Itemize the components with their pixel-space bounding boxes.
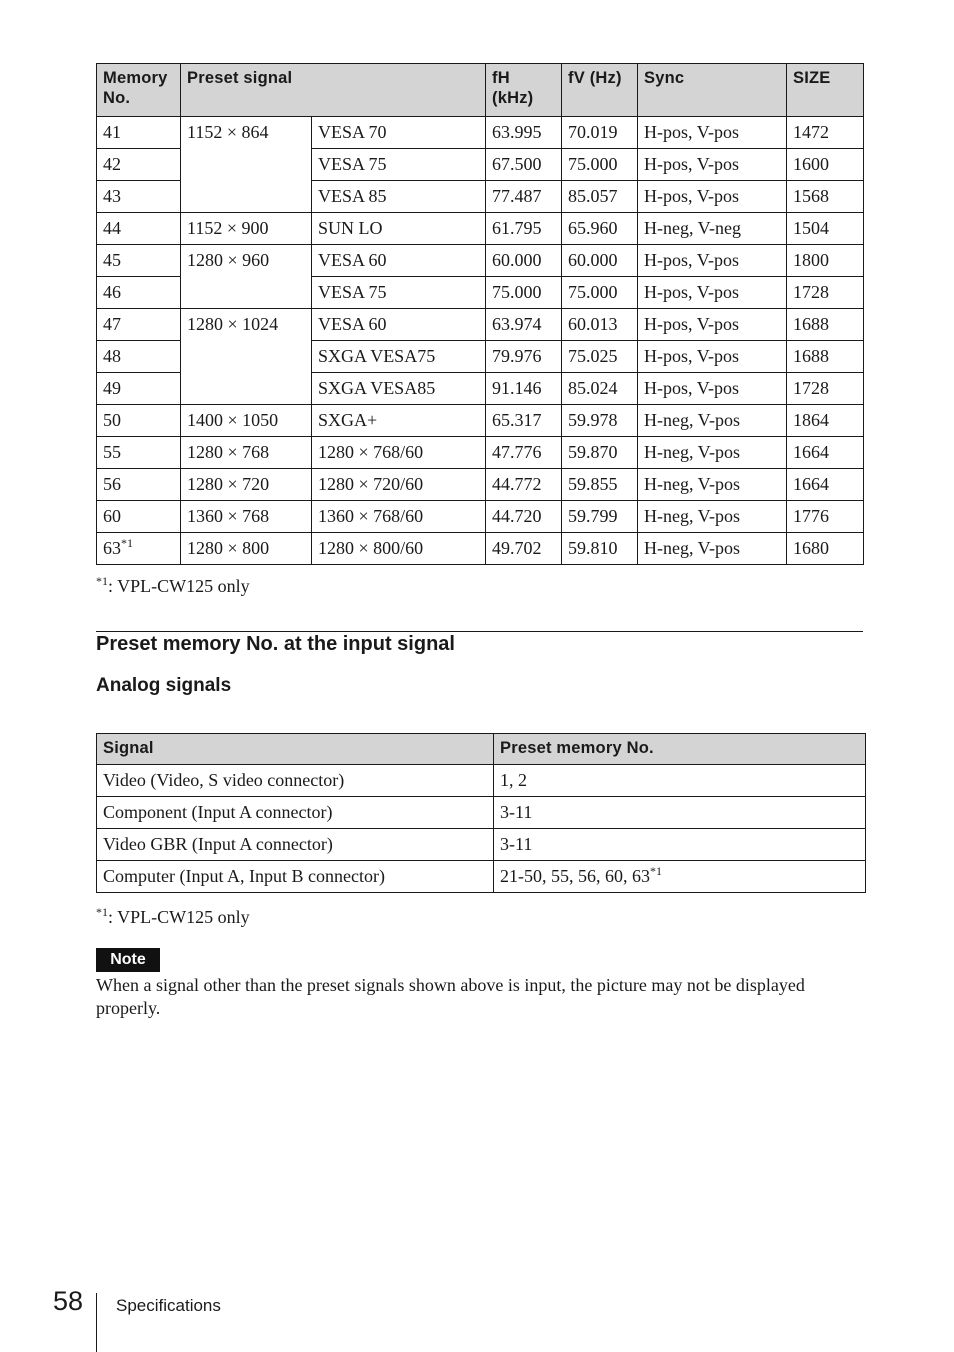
resolution-cell: 1280 × 720	[181, 469, 312, 501]
footer-section: Specifications	[116, 1296, 221, 1315]
resolution-cell	[181, 277, 312, 309]
signal-name-cell: VESA 75	[312, 277, 486, 309]
size-cell: 1688	[787, 309, 864, 341]
sync-cell: H-neg, V-pos	[638, 533, 787, 565]
signal-header: Signal	[97, 734, 494, 765]
fv-cell: 85.057	[562, 181, 638, 213]
signal-name-cell: SXGA VESA75	[312, 341, 486, 373]
note-badge: Note	[96, 948, 160, 972]
footnote-text: : VPL-CW125 only	[108, 576, 250, 596]
signal-name-cell: VESA 60	[312, 245, 486, 277]
memory-no-cell: 41	[97, 117, 181, 149]
footnote-mark: *1	[96, 905, 108, 919]
fv-cell: 75.000	[562, 277, 638, 309]
memory-no-cell: 55	[97, 437, 181, 469]
resolution-cell	[181, 341, 312, 373]
signal-cell: Video GBR (Input A connector)	[97, 829, 494, 861]
fh-cell: 60.000	[486, 245, 562, 277]
resolution-cell: 1280 × 1024	[181, 309, 312, 341]
resolution-cell: 1152 × 900	[181, 213, 312, 245]
fv-cell: 59.870	[562, 437, 638, 469]
signal-name-cell: VESA 70	[312, 117, 486, 149]
resolution-cell	[181, 181, 312, 213]
fh-cell: 65.317	[486, 405, 562, 437]
signal-table-body	[97, 117, 864, 565]
memory-no-cell: 50	[97, 405, 181, 437]
table-row	[97, 245, 864, 277]
sync-cell: H-neg, V-neg	[638, 213, 787, 245]
fv-cell: 65.960	[562, 213, 638, 245]
table-row	[97, 405, 864, 437]
table-row	[97, 861, 866, 893]
fv-cell: 60.000	[562, 245, 638, 277]
signal-cell: Video (Video, S video connector)	[97, 765, 494, 797]
preset-memory-cell: 21-50, 55, 56, 60, 63$^{*1}$	[494, 861, 866, 893]
signal-name-cell: VESA 60	[312, 309, 486, 341]
table-row	[97, 437, 864, 469]
signal-name-cell: 1280 × 800/60	[312, 533, 486, 565]
memory-no-cell: 47	[97, 309, 181, 341]
table-row	[97, 149, 864, 181]
size-cell: 1776	[787, 501, 864, 533]
preset-memory-cell: 3-11	[494, 829, 866, 861]
sync-cell: H-pos, V-pos	[638, 117, 787, 149]
sync-cell: H-pos, V-pos	[638, 245, 787, 277]
fv-cell: 59.810	[562, 533, 638, 565]
size-cell: 1864	[787, 405, 864, 437]
fv-cell: 60.013	[562, 309, 638, 341]
table-row	[97, 341, 864, 373]
resolution-cell: 1360 × 768	[181, 501, 312, 533]
note-text: When a signal other than the preset signals shown above is input, the picture may not be displayed properly.	[96, 975, 805, 1018]
size-cell: 1664	[787, 469, 864, 501]
sync-cell: H-pos, V-pos	[638, 309, 787, 341]
fh-header: fH (kHz)	[486, 64, 562, 117]
size-cell: 1728	[787, 373, 864, 405]
footer-divider	[96, 1293, 97, 1352]
size-cell: 1600	[787, 149, 864, 181]
memory-no-header: Memory No.	[97, 64, 181, 117]
fh-cell: 44.720	[486, 501, 562, 533]
table-row	[97, 501, 864, 533]
resolution-cell	[181, 149, 312, 181]
signal-name-cell: 1280 × 720/60	[312, 469, 486, 501]
size-cell: 1472	[787, 117, 864, 149]
fh-cell: 61.795	[486, 213, 562, 245]
table-row	[97, 117, 864, 149]
fh-cell: 91.146	[486, 373, 562, 405]
size-cell: 1680	[787, 533, 864, 565]
table-row	[97, 373, 864, 405]
fh-cell: 67.500	[486, 149, 562, 181]
size-cell: 1568	[787, 181, 864, 213]
signal-name-cell: SXGA VESA85	[312, 373, 486, 405]
fh-cell: 77.487	[486, 181, 562, 213]
fh-cell: 44.772	[486, 469, 562, 501]
section-title: Preset memory No. at the input signal	[96, 633, 455, 655]
sync-header: Sync	[638, 64, 787, 117]
sync-cell: H-neg, V-pos	[638, 437, 787, 469]
footnote-2	[96, 907, 250, 928]
signal-name-cell: 1280 × 768/60	[312, 437, 486, 469]
fv-cell: 59.978	[562, 405, 638, 437]
sync-cell: H-neg, V-pos	[638, 405, 787, 437]
memory-no-cell: 63$^{*1}$	[97, 533, 181, 565]
preset-memory-cell: 1, 2	[494, 765, 866, 797]
resolution-cell	[181, 373, 312, 405]
memory-no-cell: 42	[97, 149, 181, 181]
table-row	[97, 533, 864, 565]
table-row	[97, 829, 866, 861]
section-rule	[96, 631, 863, 632]
page-number: 58	[53, 1286, 84, 1316]
signal-name-cell: SUN LO	[312, 213, 486, 245]
footnote-mark: *1	[121, 536, 133, 550]
table-row	[97, 797, 866, 829]
sync-cell: H-pos, V-pos	[638, 149, 787, 181]
fv-cell: 70.019	[562, 117, 638, 149]
fv-cell: 59.855	[562, 469, 638, 501]
sync-cell: H-neg, V-pos	[638, 501, 787, 533]
table-row	[97, 309, 864, 341]
footnote-mark: *1	[650, 864, 662, 878]
fh-cell: 63.995	[486, 117, 562, 149]
preset-signal-header: Preset signal	[181, 64, 486, 117]
fh-cell: 63.974	[486, 309, 562, 341]
footnote-text: : VPL-CW125 only	[108, 907, 250, 927]
signal-name-cell: VESA 75	[312, 149, 486, 181]
resolution-cell: 1280 × 800	[181, 533, 312, 565]
signal-name-cell: SXGA+	[312, 405, 486, 437]
memory-no-cell: 44	[97, 213, 181, 245]
signal-cell: Computer (Input A, Input B connector)	[97, 861, 494, 893]
analog-table-body	[97, 765, 866, 893]
table-row	[97, 181, 864, 213]
sync-cell: H-pos, V-pos	[638, 277, 787, 309]
memory-no-cell: 48	[97, 341, 181, 373]
analog-signals-table	[96, 733, 866, 893]
table-row	[97, 765, 866, 797]
resolution-cell: 1152 × 864	[181, 117, 312, 149]
fv-cell: 85.024	[562, 373, 638, 405]
fv-cell: 75.025	[562, 341, 638, 373]
memory-no-cell: 43	[97, 181, 181, 213]
sync-cell: H-pos, V-pos	[638, 181, 787, 213]
signal-name-cell: VESA 85	[312, 181, 486, 213]
size-cell: 1728	[787, 277, 864, 309]
memory-no-cell: 56	[97, 469, 181, 501]
sync-cell: H-neg, V-pos	[638, 469, 787, 501]
sync-cell: H-pos, V-pos	[638, 341, 787, 373]
signal-name-cell: 1360 × 768/60	[312, 501, 486, 533]
table-row	[97, 277, 864, 309]
size-header: SIZE	[787, 64, 864, 117]
fh-cell: 75.000	[486, 277, 562, 309]
preset-signal-table	[96, 63, 864, 565]
footnote-mark: *1	[96, 574, 108, 588]
size-cell: 1504	[787, 213, 864, 245]
fv-header: fV (Hz)	[562, 64, 638, 117]
table-row	[97, 213, 864, 245]
fh-cell: 47.776	[486, 437, 562, 469]
resolution-cell: 1280 × 768	[181, 437, 312, 469]
resolution-cell: 1400 × 1050	[181, 405, 312, 437]
preset-memory-header: Preset memory No.	[494, 734, 866, 765]
footnote-1	[96, 576, 250, 597]
preset-memory-cell: 3-11	[494, 797, 866, 829]
size-cell: 1800	[787, 245, 864, 277]
subsection-title: Analog signals	[96, 675, 232, 696]
memory-no-cell: 60	[97, 501, 181, 533]
memory-no-cell: 46	[97, 277, 181, 309]
size-cell: 1664	[787, 437, 864, 469]
size-cell: 1688	[787, 341, 864, 373]
fh-cell: 49.702	[486, 533, 562, 565]
fh-cell: 79.976	[486, 341, 562, 373]
fv-cell: 59.799	[562, 501, 638, 533]
memory-no-cell: 49	[97, 373, 181, 405]
signal-cell: Component (Input A connector)	[97, 797, 494, 829]
table-row	[97, 469, 864, 501]
sync-cell: H-pos, V-pos	[638, 373, 787, 405]
resolution-cell: 1280 × 960	[181, 245, 312, 277]
fv-cell: 75.000	[562, 149, 638, 181]
memory-no-cell: 45	[97, 245, 181, 277]
